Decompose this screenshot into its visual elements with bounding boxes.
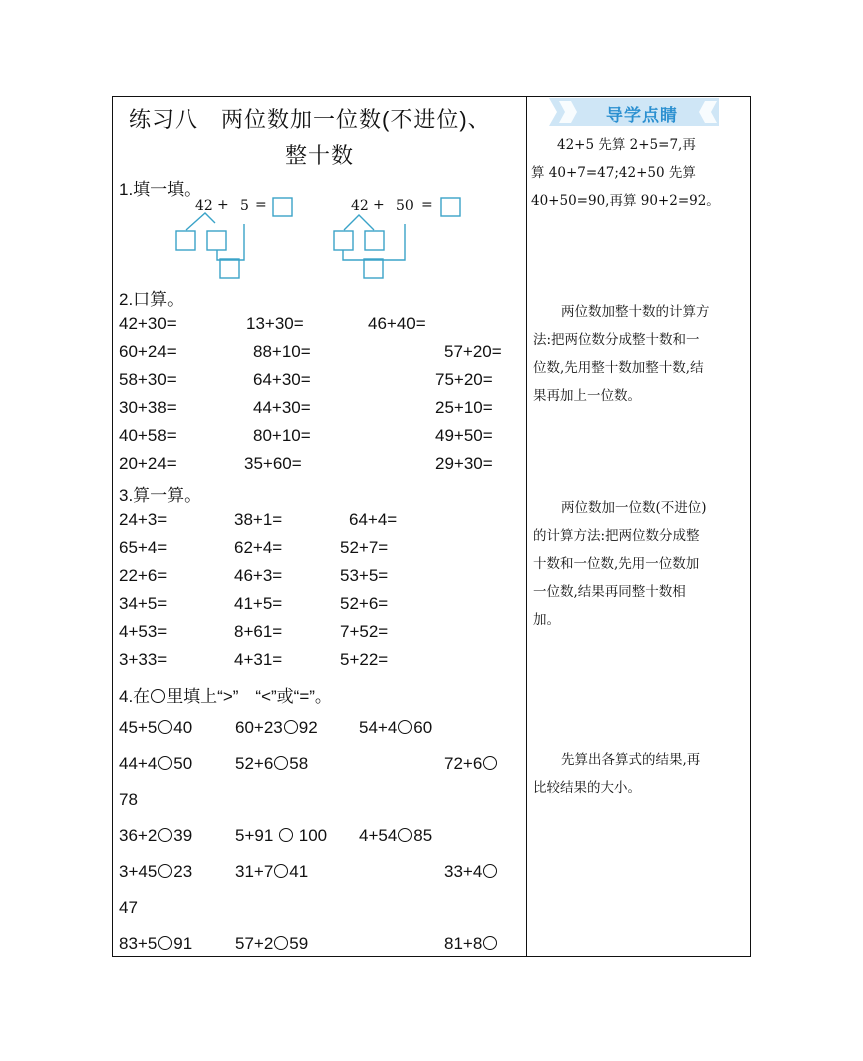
guide-note-line: 两位数加整十数的计算方 [561, 304, 710, 320]
compare-item: 5+91 100 [235, 826, 328, 845]
guide-note-line: 40+50=90,再算 90+2=92。 [531, 193, 720, 209]
calc-item: 41+5= [234, 594, 283, 613]
section-4-heading-suffix: 里填上“>” “<”或“=”。 [166, 687, 332, 706]
oral-calc-item: 88+10= [253, 342, 311, 361]
diagram-1-eq: = [255, 197, 267, 213]
guide-note-line: 十数和一位数,先用一位数加 [533, 556, 700, 572]
calc-item: 38+1= [234, 510, 283, 529]
compare-item: 36+2 39 [119, 826, 193, 845]
oral-calc-item: 80+10= [253, 426, 311, 445]
guide-note-line: 42+5 先算 2+5=7,再 [557, 137, 696, 153]
calc-item: 52+7= [340, 538, 389, 557]
calc-item: 46+3= [234, 566, 283, 585]
oral-calc-item: 60+24= [119, 342, 177, 361]
oral-calc-item: 57+20= [444, 342, 502, 361]
circle-icon [151, 689, 165, 703]
guide-note-2 [533, 298, 710, 410]
ones-box [207, 231, 226, 250]
guide-note-line: 加。 [533, 612, 560, 628]
guide-note-4 [533, 746, 700, 802]
page-title-line2: 整十数 [285, 143, 355, 168]
guide-note-line: 果再加上一位数。 [533, 388, 641, 404]
guide-banner-label: 导学点睛 [606, 106, 678, 125]
compare-circle[interactable] [398, 828, 412, 842]
sum-box [220, 259, 239, 278]
compare-circle[interactable] [158, 720, 172, 734]
compare-circle[interactable] [158, 756, 172, 770]
calc-item: 8+61= [234, 622, 283, 641]
guide-note-line: 比较结果的大小。 [533, 780, 641, 796]
compare-item: 81+8 [444, 934, 498, 954]
oral-calc-item: 75+20= [435, 370, 493, 389]
calc-item: 22+6= [119, 566, 168, 585]
compare-item: 3+45 23 [119, 862, 193, 881]
section-4-heading-prefix: 4.在 [119, 687, 151, 706]
guide-note-line: 两位数加一位数(不进位) [561, 500, 707, 516]
calc-item: 62+4= [234, 538, 283, 557]
diagram-2-op: + [373, 197, 385, 213]
oral-calc-item: 25+10= [435, 398, 493, 417]
oral-calc-item: 20+24= [119, 454, 177, 473]
diagram-1-op: + [217, 197, 229, 213]
oral-calc-item: 49+50= [435, 426, 493, 445]
compare-circle[interactable] [483, 936, 497, 950]
calc-item: 3+33= [119, 650, 168, 669]
tens-box [176, 231, 195, 250]
compare-circle[interactable] [279, 828, 293, 842]
compare-circle[interactable] [483, 864, 497, 878]
guide-note-line: 先算出各算式的结果,再 [561, 752, 701, 768]
oral-calc-item: 29+30= [435, 454, 493, 473]
compare-item: 57+2 59 [235, 934, 309, 953]
compare-item: 72+6 [444, 754, 498, 774]
compare-item: 4+54 85 [359, 826, 433, 845]
calc-item: 5+22= [340, 650, 389, 669]
calc-item: 53+5= [340, 566, 389, 585]
calc-item: 24+3= [119, 510, 168, 529]
oral-calc-item: 40+58= [119, 426, 177, 445]
guide-note-line: 法:把两位数分成整十数和一 [533, 332, 700, 348]
guide-note-1 [531, 131, 720, 215]
compare-circle[interactable] [158, 828, 172, 842]
diagram-2-addend-a: 42 [351, 198, 369, 214]
oral-calc-item: 30+38= [119, 398, 177, 417]
oral-calc-item: 46+40= [368, 314, 426, 333]
compare-circle[interactable] [398, 720, 412, 734]
compare-circle[interactable] [274, 756, 288, 770]
calc-item: 4+53= [119, 622, 168, 641]
compare-item: 54+4 60 [359, 718, 433, 737]
oral-calc-item: 13+30= [246, 314, 304, 333]
sum-box [364, 259, 383, 278]
section-2-heading: 2.口算。 [119, 290, 185, 309]
ones-box [365, 231, 384, 250]
compare-item-wrap: 47 [119, 898, 138, 917]
compare-circle[interactable] [274, 864, 288, 878]
compare-circle[interactable] [158, 936, 172, 950]
compare-item: 45+5 40 [119, 718, 193, 737]
compare-item: 31+7 41 [235, 862, 309, 881]
guide-note-line: 位数,先用整十数加整十数,结 [533, 360, 704, 376]
section-3-heading: 3.算一算。 [119, 486, 202, 505]
guide-note-line: 的计算方法:把两位数分成整 [533, 528, 700, 544]
calc-item: 4+31= [234, 650, 283, 669]
oral-calc-item: 44+30= [253, 398, 311, 417]
guide-note-3 [533, 494, 707, 634]
guide-banner [557, 98, 727, 126]
calc-item: 65+4= [119, 538, 168, 557]
compare-item: 33+4 [444, 862, 498, 882]
guide-note-line: 算 40+7=47;42+50 先算 [531, 165, 696, 181]
oral-calc-item: 35+60= [244, 454, 302, 473]
section-4-heading [119, 682, 332, 707]
compare-item: 83+5 91 [119, 934, 193, 953]
answer-box [273, 198, 292, 216]
diagram-1-lines [173, 197, 303, 282]
calc-item: 7+52= [340, 622, 389, 641]
calc-item: 52+6= [340, 594, 389, 613]
compare-item: 60+23 92 [235, 718, 318, 737]
diagram-1-addend-a: 42 [195, 198, 213, 214]
oral-calc-item: 42+30= [119, 314, 177, 333]
answer-box [441, 198, 460, 216]
compare-circle[interactable] [158, 864, 172, 878]
guide-note-line: 一位数,结果再同整十数相 [533, 584, 686, 600]
page-title-line1: 练习八 两位数加一位数(不进位)、 [129, 107, 491, 132]
diagram-2-addend-b: 50 [396, 198, 414, 214]
compare-item: 52+6 58 [235, 754, 309, 773]
oral-calc-item: 58+30= [119, 370, 177, 389]
diagram-2-eq: = [421, 197, 433, 213]
compare-circle[interactable] [284, 720, 298, 734]
calc-item: 64+4= [349, 510, 398, 529]
section-1-heading: 1.填一填。 [119, 180, 202, 199]
diagram-2-lines [331, 197, 471, 282]
compare-item-wrap: 78 [119, 790, 138, 809]
compare-circle[interactable] [483, 756, 497, 770]
worksheet-table [112, 96, 751, 957]
tens-box [334, 231, 353, 250]
compare-item: 44+4 50 [119, 754, 193, 773]
compare-circle[interactable] [274, 936, 288, 950]
diagram-1-addend-b: 5 [240, 198, 249, 214]
column-divider [526, 97, 527, 956]
oral-calc-item: 64+30= [253, 370, 311, 389]
calc-item: 34+5= [119, 594, 168, 613]
